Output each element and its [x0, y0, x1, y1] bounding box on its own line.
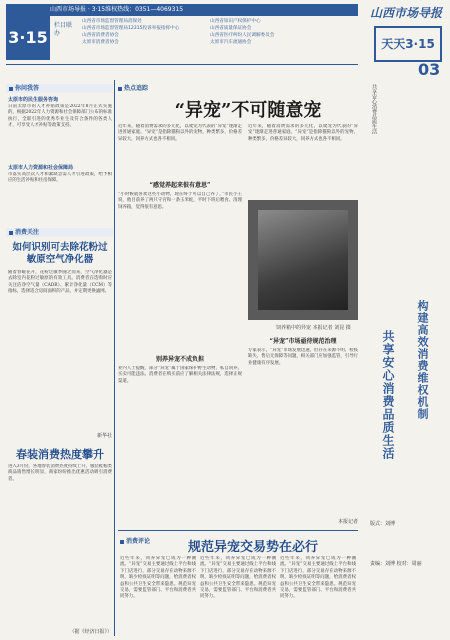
- section-title: 你问我答: [15, 85, 40, 92]
- qa-title: 太原市人力资源和社会保障局: [8, 165, 74, 171]
- section-bar-hot: [118, 84, 358, 93]
- article-byline: （据《经济日报》）: [69, 629, 112, 635]
- page-number: 03: [418, 60, 441, 79]
- partner-unit: 山西省知识产权保护中心: [210, 19, 261, 24]
- qa-title: 太原市的民生服务咨询: [8, 97, 59, 103]
- section-bar-consume: [6, 228, 113, 237]
- partner-unit: 山西省消费者协会: [82, 33, 119, 38]
- article-headline: 春装消费热度攀升: [16, 448, 104, 461]
- commentary-text: 近些年来，饲养异宠已成为一种潮流。“异宠”交易主要通过线上平台和线下门店进行，部分交易存在动物来源不明、缺少检疫证明等问题，给消费者权益和公共卫生安全带来隐患。规范异宠交易，需要监管部门、平台和消费者共同努力。: [280, 556, 356, 600]
- bullet-icon: [9, 87, 13, 91]
- article-text: 随着春暖花开，花粉过敏季随之而来，空气净化器是去除室内花粉过敏原的有效工具。消费者在选购时应关注洁净空气量（CADR）、累计净化量（CCM）等指标，选择适合房间面积的产品，并定期更换滤网。: [8, 270, 112, 295]
- daily-315-badge: 天天3·15: [374, 26, 442, 62]
- column-name: 栏目联办: [54, 22, 73, 37]
- section-title: 热点追踪: [124, 85, 149, 92]
- partner-unit: 太原市汽车流通协会: [210, 40, 252, 45]
- commentary-tag-label: 消费评论: [126, 538, 151, 545]
- partner-unit: 山西省市场监督管理局12315投诉举报指挥中心: [82, 26, 180, 31]
- header-divider: [6, 64, 358, 65]
- qa-text: 市落实高层次人才和紧缺急需人才引进政策，给予相应的生活补贴和住房保障。: [8, 172, 112, 184]
- main-headline: “异宠”不可随意宠: [174, 100, 322, 121]
- side-tagline: 共享安心消费品质生活: [381, 330, 395, 460]
- slogan: 构建高效消费维权机制: [416, 300, 429, 420]
- article-text: 近年来，随着消费需求的多元化，以爬宠为代表的“异宠”逐渐走进普通家庭。“异宠”是指除猫狗以外的宠物，种类繁多，价格差异较大，饲养方式也各不相同。: [118, 124, 242, 142]
- article-subhead: 别养异宠不成负担: [155, 356, 204, 363]
- section-bar-qa: [6, 84, 113, 93]
- credit-bottom: 责编：刘博 校对：周丽: [370, 561, 422, 567]
- article-subhead: “异宠”市场亟待规范治理: [269, 338, 337, 345]
- column-divider: [114, 80, 115, 636]
- commentary-tag: [120, 536, 150, 545]
- photo-caption-text: 饲养箱中的异宠: [276, 325, 312, 331]
- partner-unit: 山西省质量保证协会: [210, 26, 252, 31]
- article-text: 专家表示，“异宠”市场发展迅速，但存在来源不明、检疫缺失、售后无保障等问题，相关部门应加强监管，引导行业健康有序发展。: [248, 348, 358, 366]
- news-photo: [248, 200, 358, 320]
- partner-units-left: [82, 18, 200, 46]
- photo-credit: 本报记者 刘昆 摄: [312, 325, 351, 331]
- partner-unit: 山西省市场监督管理局消保处: [82, 19, 142, 24]
- commentary-text: 近些年来，饲养异宠已成为一种潮流。“异宠”交易主要通过线上平台和线下门店进行，部分交易存在动物来源不明、缺少检疫证明等问题，给消费者权益和公共卫生安全带来隐患。规范异宠交易，需要监管部门、平台和消费者共同努力。: [120, 556, 196, 600]
- credit-top: 版式：刘博: [370, 521, 396, 527]
- partner-unit: 太原市消费者协会: [82, 40, 119, 45]
- article-subhead: “感觉养起来很有意思”: [149, 182, 211, 189]
- article-byline: 新华社: [96, 433, 112, 439]
- article-text: 近年来，随着消费需求的多元化，以爬宠为代表的“异宠”逐渐走进普通家庭。“异宠”是指除猫狗以外的宠物，种类繁多，价格差异较大，饲养方式也各不相同。: [248, 124, 358, 142]
- partner-units-right: [210, 18, 350, 46]
- news-photo-image: [258, 210, 348, 310]
- commentary-text: 近些年来，饲养异宠已成为一种潮流。“异宠”交易主要通过线上平台和线下门店进行，部分交易存在动物来源不明、缺少检疫证明等问题，给消费者权益和公共卫生安全带来隐患。规范异宠交易，需要监管部门、平台和消费者共同努力。: [200, 556, 276, 600]
- article-text: “小时候就喜欢这些小动物，现在终于可以自己养了。”市民小王说，他目前养了两只守宫和一条玉米蛇，平时下班后喂食、清理饲养箱，觉得很有意思。: [118, 192, 242, 210]
- qa-text: 日前太原市的人才补贴政策是2022年8月正式实施的，根据2022年人力资源和社会保障部门公布的标准执行，全职引进的优秀毕业生及符合条件的各类人才，可享受人才补贴等政策支持。: [8, 104, 112, 129]
- section-title: 消费关注: [15, 229, 40, 236]
- article-text: 进入3月份，各地春装消费热度持续上升，服装鞋帽类商品销售增长明显，商家纷纷推出优惠活动吸引消费者。: [8, 464, 112, 482]
- logo: 3·15: [6, 16, 50, 60]
- bullet-icon: [120, 540, 124, 544]
- side-text: 共享安心消费品质生活: [371, 84, 377, 134]
- top-bar-text: 山西市场导报 · 3·15维权热线：0351—4069315: [50, 6, 184, 13]
- article-headline: 如何识别可去除花粉过敏原空气净化器: [12, 242, 108, 265]
- bullet-icon: [9, 231, 13, 235]
- bullet-icon: [118, 87, 122, 91]
- top-bar: [6, 4, 358, 16]
- article-byline: 本报记者: [337, 519, 358, 525]
- commentary-headline: 规范异宠交易势在必行: [188, 540, 319, 555]
- photo-caption: [276, 324, 351, 331]
- article-text: 业内人士提醒，部分“异宠”属于国家保护野生动物，私自饲养、买卖可能违法。消费者在购买前应了解相关法律法规，选择正规渠道。: [118, 366, 242, 384]
- partner-unit: 山西省医疗纠纷人民调解委员会: [210, 33, 275, 38]
- masthead-title: 山西市场导报: [369, 6, 442, 20]
